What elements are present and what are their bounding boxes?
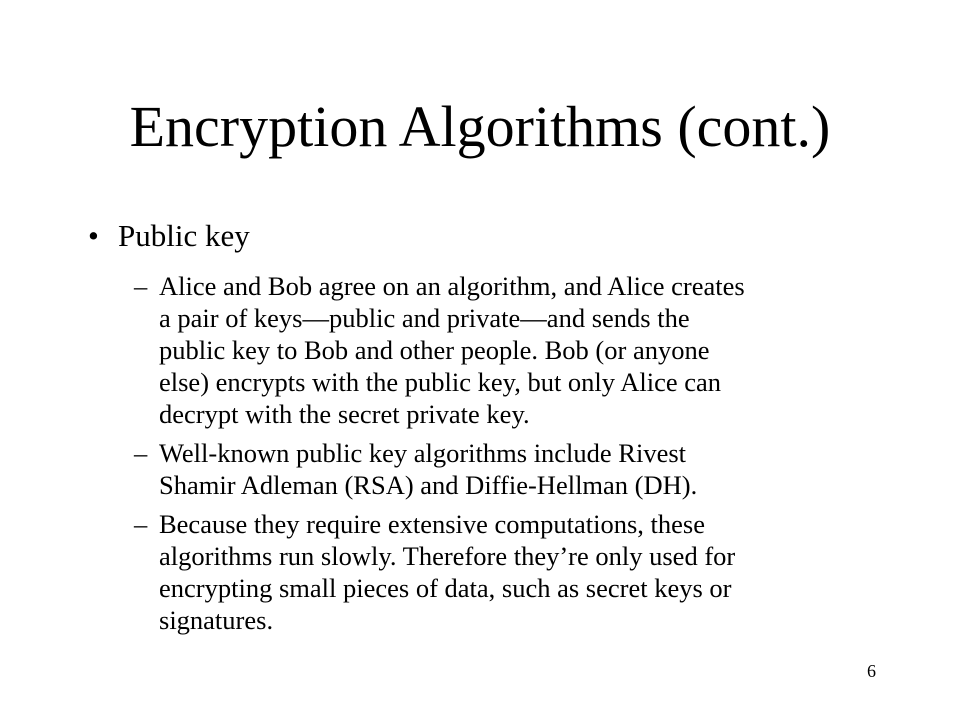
sub-bullet-line: else) encrypts with the public key, but only Alice can [159,367,721,397]
sub-bullet-line: Well-known public key algorithms include Rivest [159,438,687,468]
sub-bullet-line: Shamir Adleman (RSA) and Diffie-Hellman (DH). [159,470,698,500]
sub-bullet-line: encrypting small pieces of data, such as secret keys or [159,573,732,603]
sub-bullet-item [134,437,924,501]
page-number: 6 [867,661,876,681]
sub-bullet-item [134,508,924,636]
sub-bullet-line: Because they require extensive computations, these [159,509,706,539]
sub-bullet-line: public key to Bob and other people. Bob (or anyone [159,335,710,365]
dash-mark: – [134,438,148,468]
sub-bullet-line: Alice and Bob agree on an algorithm, and Alice creates [159,271,745,301]
dash-mark: – [134,271,148,301]
bullet-mark: • [88,218,99,253]
sub-bullet-item [134,270,924,430]
sub-bullet-list [134,270,924,643]
bullet-text: Public key [118,218,250,253]
slide-title: Encryption Algorithms (cont.) [129,94,831,159]
sub-bullet-line: algorithms run slowly. Therefore they’re only used for [159,541,736,571]
dash-mark: – [134,509,148,539]
sub-bullet-line: signatures. [159,605,274,635]
sub-bullet-line: decrypt with the secret private key. [159,399,530,429]
sub-bullet-line: a pair of keys—public and private—and sends the [159,303,690,333]
